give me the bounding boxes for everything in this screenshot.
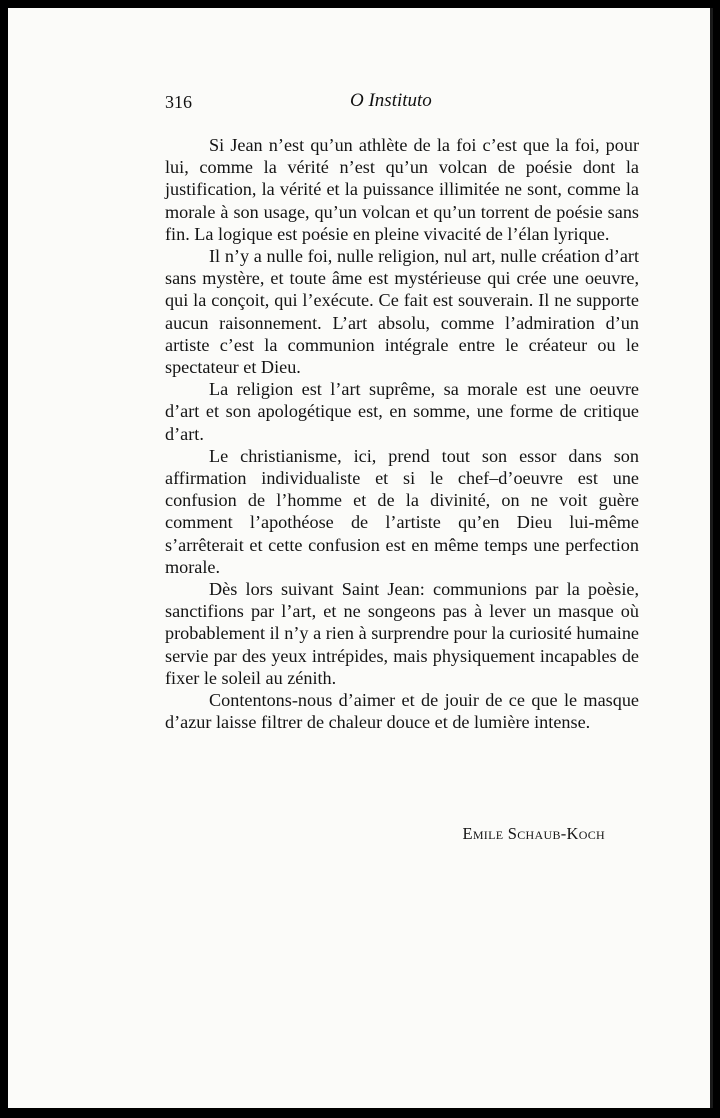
running-head bbox=[165, 88, 645, 118]
paragraph-4: Le christianisme, ici, prend tout son essor dans son affirmation individualiste et si le chef–d’oeuvre est une confusion de l’homme et de la divinité, on ne voit guère comment l’apothéose de l’artiste qu’en Dieu lui-même s’arrêterait et cette confusion est en même temps une perfection morale. bbox=[165, 445, 639, 577]
paragraph-3: La religion est l’art suprême, sa morale est une oeuvre d’art et son apologétique est, en somme, une forme de critique d’art. bbox=[165, 379, 639, 444]
journal-title: O Instituto bbox=[350, 90, 432, 111]
paragraph-6: Contentons-nous d’aimer et de jouir de ce que le masque d’azur laisse filtrer de chaleur douce et de lumière intense. bbox=[165, 690, 639, 733]
paragraph-2: Il n’y a nulle foi, nulle religion, nul art, nulle création d’art sans mystère, et toute âme est mystérieuse qui crée une oeuvre, qui la conçoit, qui l’exécute. Ce fait est souverain. Il ne supporte aucun raisonnement. L’art absolu, comme l’admiration d’un artiste c’est la communion intégrale entre le créateur ou le spectateur et Dieu. bbox=[165, 246, 639, 378]
paragraph-5: Dès lors suivant Saint Jean: communions par la poèsie, sanctifions par l’art, et ne songeons pas à lever un masque où probablement il n’y a rien à surprendre pour la curiosité humaine servie par des yeux intrépides, mais physiquement incapables de fixer le soleil au zénith. bbox=[165, 579, 639, 688]
book-page bbox=[8, 8, 713, 1108]
paragraph-1: Si Jean n’est qu’un athlète de la foi c’est que la foi, pour lui, comme la vérité n’est qu’un volcan de poésie dont la justification, la vérité et la puissance illimitée ne sont, comme la morale à son usage, qu’un volcan et qu’un torrent de poésie sans fin. La logique est poésie en pleine vivacité de l’élan lyrique. bbox=[165, 135, 639, 244]
author-signature: Emile Schaub-Koch bbox=[462, 824, 605, 843]
page-number: 316 bbox=[165, 92, 192, 112]
article-body bbox=[165, 134, 639, 733]
